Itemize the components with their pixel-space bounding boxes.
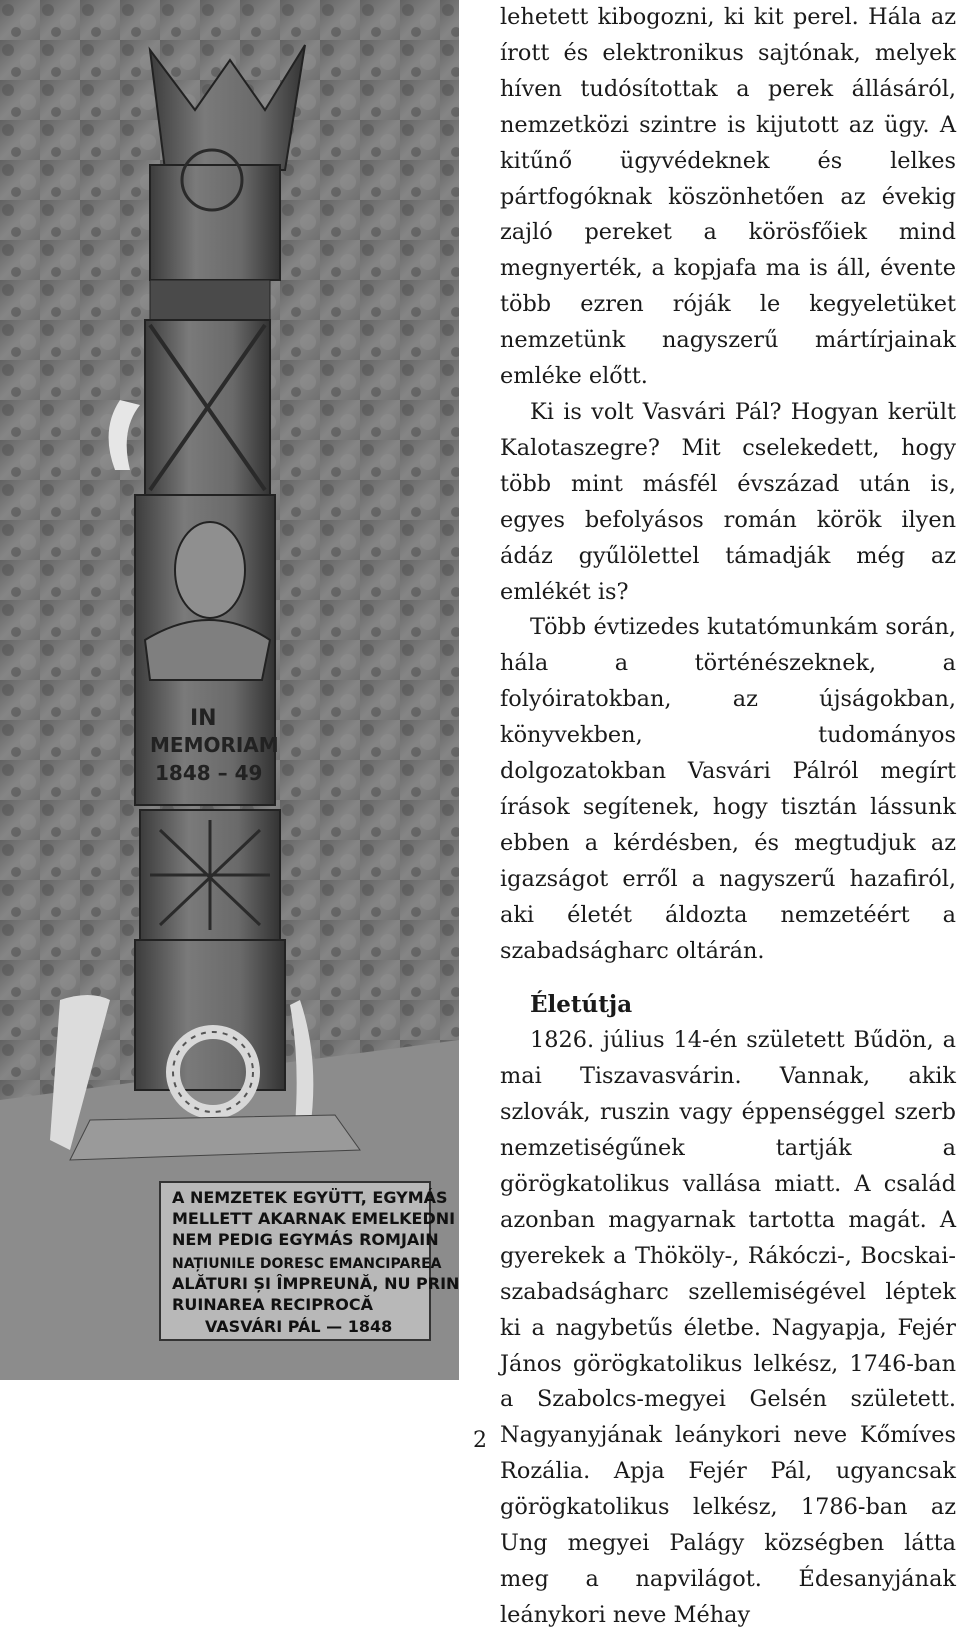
paragraph: Több évtizedes kutatómunkám során, hála a történészeknek, a folyóiratokban, az újságokban, könyvekben, tudományos dolgozatokban Vasvári Pálról megírt írások segítenek, hogy tisztán lássunk ebben a kérdésben, és megtudjuk az igazságot erről a nagyszerű hazafiról, aki életét áldozta nemzetéért a szabadságharc oltárán.	[500, 614, 956, 964]
paragraph: 1826. július 14-én született Bűdön, a mai Tiszavasvárin. Vannak, akik szlovák, ruszin vagy éppenséggel szerb nemzetiségűnek tartják a görögkatolikus vallása miatt. A család azonban magyarnak tartotta magát. A gyerekek a Thököly-, Rákóczi-, Bocskai-szabadságharc szellemiségével léptek ki a nagybetűs életbe. Nagyapja, Fejér János görögkatolikus lelkész, 1746-ban a Szabolcs-megyei Gelsén született. Nagyanyjának leánykori neve Kőmíves Rozália. Apja Fejér Pál, ugyancsak görögkatolikus lelkész, 1786-ban az Ung megyei Palágy községben látta meg a napvilágot. Édesanyjának leánykori neve Méhay	[500, 1027, 956, 1628]
plaque-line: RUINAREA RECIPROCĂ	[172, 1295, 373, 1314]
plaque-line: NEM PEDIG EGYMÁS ROMJAIN	[172, 1230, 439, 1249]
plaque-line: A NEMZETEK EGYÜTT, EGYMÁS	[172, 1188, 448, 1207]
page-number: 2	[473, 1428, 487, 1453]
plaque-line: ALĂTURI ȘI ÎMPREUNĂ, NU PRIN	[172, 1274, 459, 1293]
paragraph: lehetett kibogozni, ki kit perel. Hála az írott és elektronikus sajtónak, melyek híven tudósítottak a perek állásáról, nemzetközi szintre is kijutott az ügy. A kitűnő ügyvédeknek és lelkes pártfogóknak köszönhetően az évekig zajló pereket a körösfőiek mind megnyerték, a kopjafa ma is áll, évente több ezren róják le kegyeletüket nemzetünk nagyszerű mártírjainak emléke előtt.	[500, 4, 956, 390]
article-text	[500, 0, 956, 1634]
memorial-photo	[0, 0, 459, 1380]
paragraph: Ki is volt Vasvári Pál? Hogyan került Kalotaszegre? Mit cselekedett, hogy több mint másfél évszázad után is, egyes befolyásos román körök ilyen ádáz gyűlölettel támadják még az emlékét is?	[500, 398, 956, 605]
plaque-line: NAȚIUNILE DORESC EMANCIPAREA	[172, 1256, 442, 1272]
pillar-line: IN	[190, 706, 217, 731]
pillar-line: 1848 – 49	[155, 761, 263, 785]
plaque-line: MELLETT AKARNAK EMELKEDNI	[172, 1209, 456, 1228]
pillar-line: MEMORIAM	[150, 733, 279, 757]
section-heading: Életútja	[530, 991, 633, 1019]
plaque-line: VASVÁRI PÁL — 1848	[205, 1317, 393, 1336]
